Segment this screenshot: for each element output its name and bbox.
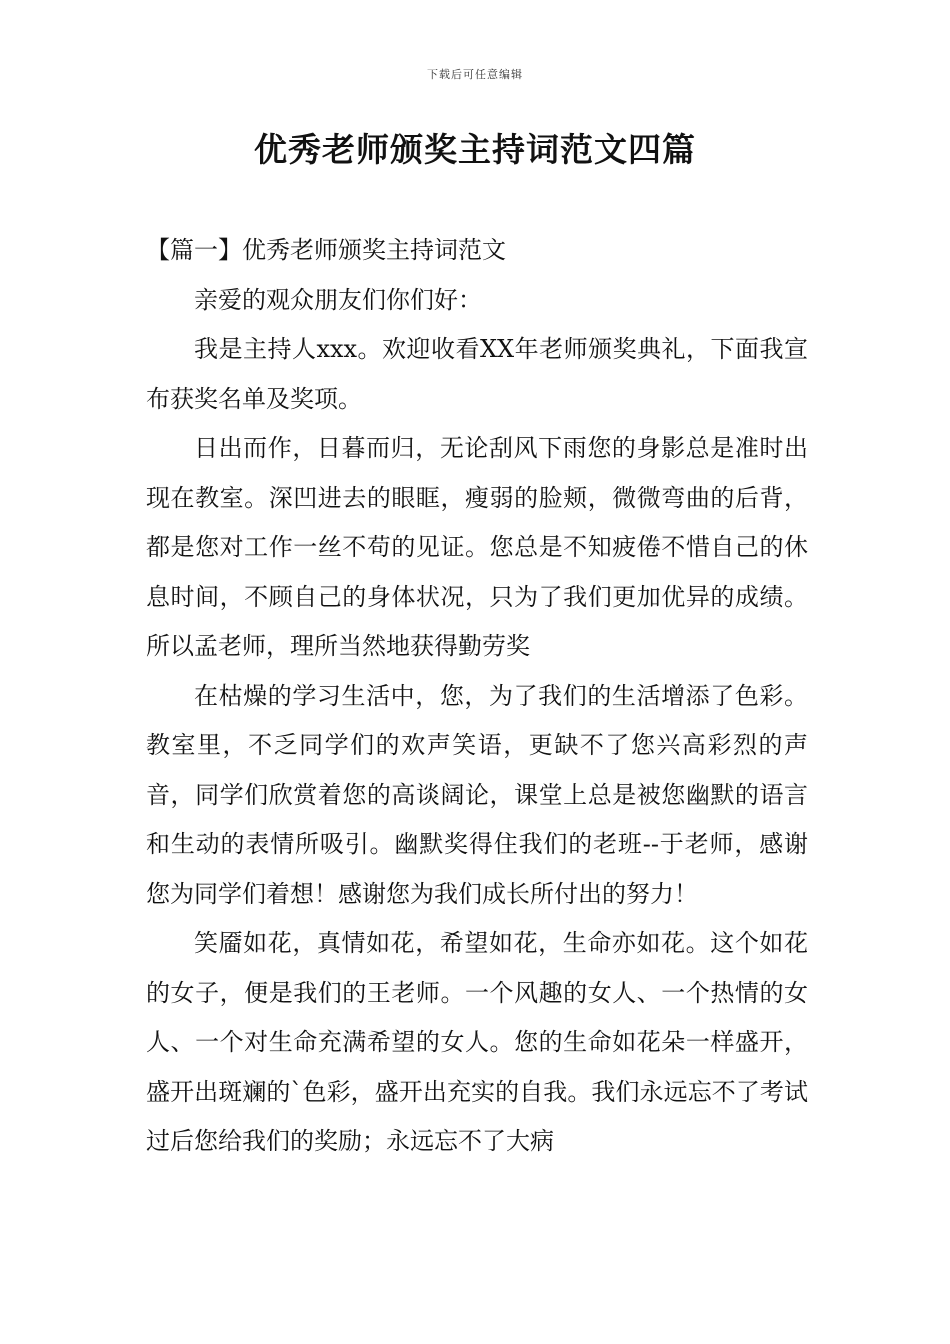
header-note: 下载后可任意编辑	[427, 68, 523, 81]
section-heading: 【篇一】优秀老师颁奖主持词范文	[146, 236, 506, 264]
paragraph-greeting: 亲爱的观众朋友们你们好：	[194, 285, 482, 314]
paragraph-humor-award: 在枯燥的学习生活中，您，为了我们的生活增添了色彩。教室里，不乏同学们的欢声笑语，更缺不了您兴高彩烈的声音，同学们欣赏着您的高谈阔论，课堂上总是被您幽默的语言和生动的表情所吸引。幽默奖得住我们的老班--于老师，感谢您为同学们着想！感谢您为我们成长所付出的努力！	[146, 681, 808, 908]
document-body	[146, 226, 808, 1167]
paragraph-flower-teacher: 笑靥如花，真情如花，希望如花，生命亦如花。这个如花的女子，便是我们的王老师。一个风趣的女人、一个热情的女人、一个对生命充满希望的女人。您的生命如花朵一样盛开，盛开出斑斓的`色彩，盛开出充实的自我。我们永远忘不了考试过后您给我们的奖励；永远忘不了大病	[146, 929, 808, 1155]
paragraph-diligence-award: 日出而作，日暮而归，无论刮风下雨您的身影总是准时出现在教室。深凹进去的眼眶，瘦弱的脸颊，微微弯曲的后背，都是您对工作一丝不苟的见证。您总是不知疲倦不惜自己的休息时间，不顾自己的身体状况，只为了我们更加优异的成绩。所以孟老师，理所当然地获得勤劳奖	[146, 434, 808, 660]
document-title: 优秀老师颁奖主持词范文四篇	[254, 130, 696, 169]
paragraph-intro: 我是主持人xxx。欢迎收看XX年老师颁奖典礼，下面我宣布获奖名单及奖项。	[146, 335, 808, 413]
